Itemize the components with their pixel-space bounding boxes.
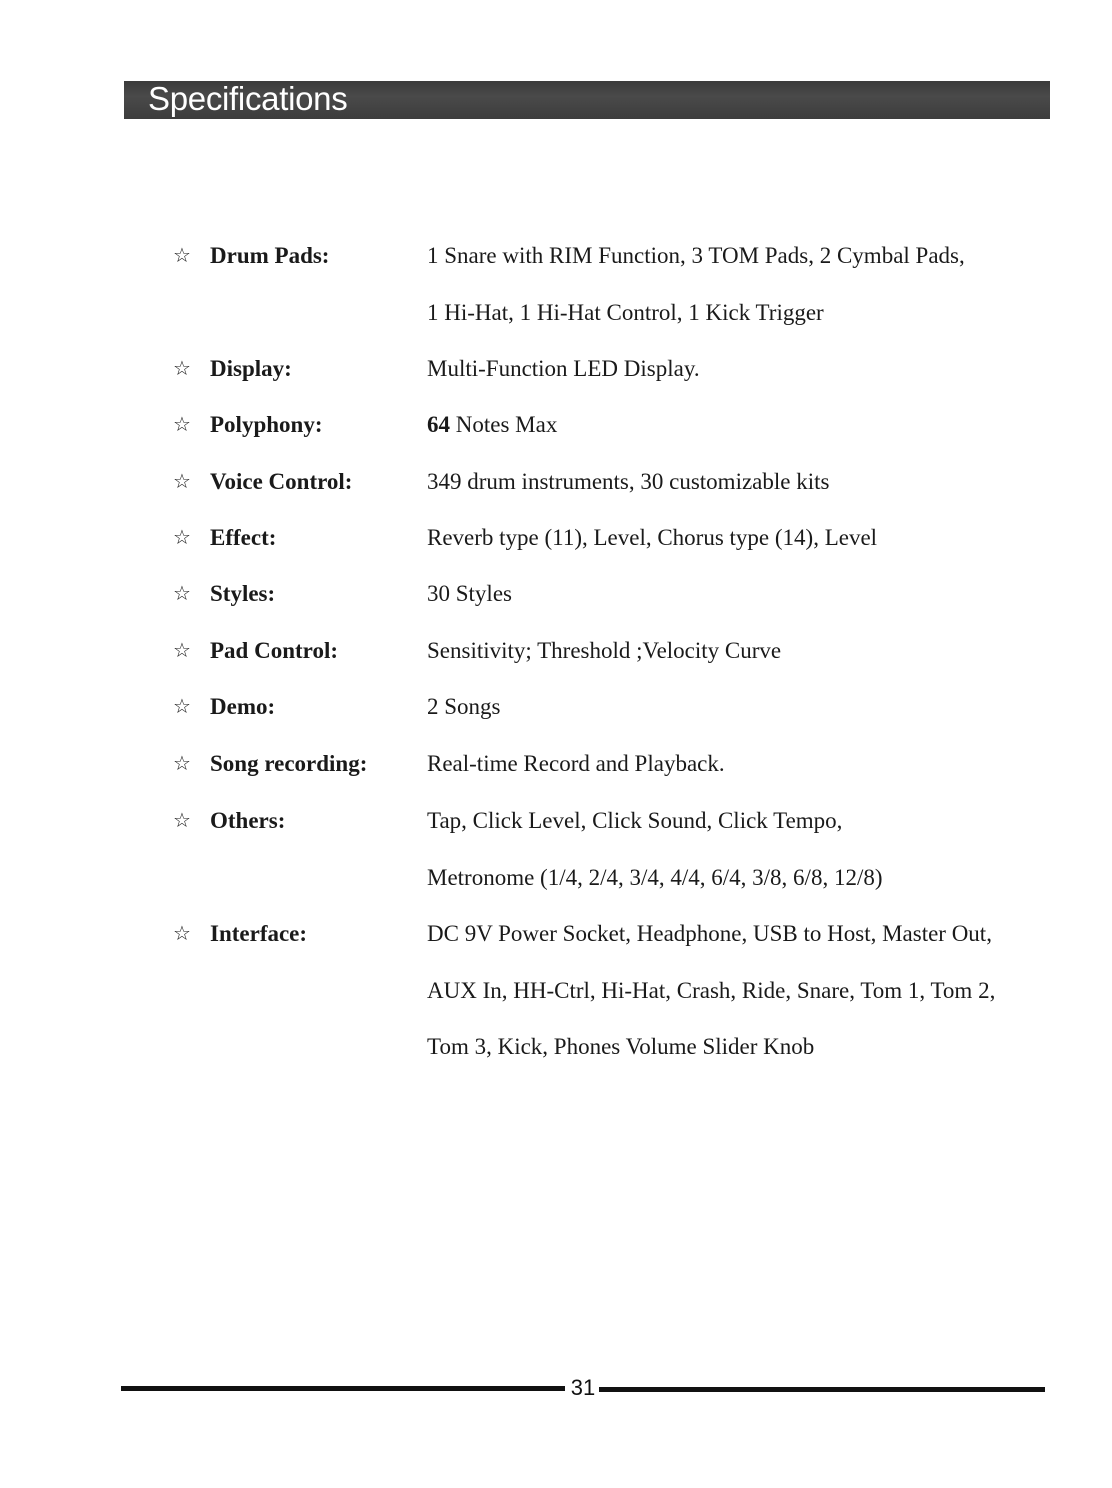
star-icon: ☆	[173, 638, 191, 662]
spec-label	[173, 806, 285, 836]
spec-value	[427, 523, 877, 580]
spec-value	[427, 467, 829, 524]
spec-label	[173, 919, 307, 949]
spec-value-line: 30 Styles	[427, 581, 512, 606]
spec-value-line: AUX In, HH-Ctrl, Hi-Hat, Crash, Ride, Snare, Tom 1, Tom 2,	[427, 977, 996, 1003]
spec-value	[427, 354, 700, 411]
spec-label	[173, 467, 352, 497]
spec-value	[427, 806, 883, 919]
page-footer	[121, 1374, 1045, 1404]
spec-value	[427, 579, 512, 636]
star-icon: ☆	[173, 751, 191, 775]
spec-label	[173, 692, 275, 722]
star-icon: ☆	[173, 694, 191, 718]
star-icon: ☆	[173, 469, 191, 493]
spec-value-line: Reverb type (11), Level, Chorus type (14), Level	[427, 525, 878, 550]
spec-label-text: Demo:	[210, 694, 276, 719]
spec-label-text: Interface:	[210, 921, 308, 946]
spec-label	[173, 354, 292, 384]
polyphony-count: 64	[427, 412, 450, 437]
star-icon: ☆	[173, 243, 191, 267]
spec-value	[427, 636, 781, 693]
spec-value-line: 2 Songs	[427, 694, 501, 719]
spec-label-text: Effect:	[210, 525, 277, 550]
spec-label-text: Song recording:	[210, 751, 368, 776]
spec-value-line: Multi-Function LED Display.	[427, 356, 700, 381]
spec-label-text: Styles:	[210, 581, 276, 606]
spec-value-line: 1 Hi-Hat, 1 Hi-Hat Control, 1 Kick Trigger	[427, 299, 824, 325]
spec-value-line: Tom 3, Kick, Phones Volume Slider Knob	[427, 1034, 815, 1059]
spec-value-line: Real-time Record and Playback.	[427, 751, 725, 776]
footer-rule-right	[599, 1387, 1045, 1392]
star-icon: ☆	[173, 808, 191, 832]
spec-label-text: Voice Control:	[210, 469, 353, 494]
spec-value-line	[427, 410, 557, 467]
spec-label	[173, 636, 338, 666]
footer-rule-left	[121, 1386, 565, 1391]
spec-label	[173, 523, 276, 553]
spec-label-text: Polyphony:	[210, 412, 323, 437]
spec-value	[427, 919, 995, 1089]
spec-label-text: Pad Control:	[210, 638, 338, 663]
spec-value	[427, 410, 557, 467]
spec-value-line: DC 9V Power Socket, Headphone, USB to Host, Master Out,	[427, 921, 992, 946]
spec-value	[427, 749, 725, 806]
spec-label-text: Others:	[210, 808, 286, 833]
star-icon: ☆	[173, 921, 191, 945]
spec-value-line: Tap, Click Level, Click Sound, Click Tempo,	[427, 808, 843, 833]
section-header-bar	[124, 81, 1050, 119]
star-icon: ☆	[173, 525, 191, 549]
spec-value-line: Metronome (1/4, 2/4, 3/4, 4/4, 6/4, 3/8, 6/8, 12/8)	[427, 864, 883, 890]
spec-label	[173, 410, 322, 440]
spec-value-line: Sensitivity; Threshold ;Velocity Curve	[427, 638, 782, 663]
spec-value-line: 349 drum instruments, 30 customizable kits	[427, 469, 830, 494]
spec-value	[427, 241, 965, 354]
spec-value	[427, 692, 501, 749]
spec-value-line: 1 Snare with RIM Function, 3 TOM Pads, 2 Cymbal Pads,	[427, 243, 965, 268]
spec-label-text: Drum Pads:	[210, 243, 330, 268]
page-title: Specifications	[148, 80, 348, 117]
spec-label	[173, 241, 329, 271]
page-number: 31	[570, 1375, 596, 1400]
polyphony-unit: Notes Max	[450, 412, 558, 437]
star-icon: ☆	[173, 356, 191, 380]
star-icon: ☆	[173, 581, 191, 605]
spec-label-text: Display:	[210, 356, 292, 381]
spec-label	[173, 579, 275, 609]
spec-label	[173, 749, 367, 779]
star-icon: ☆	[173, 412, 191, 436]
